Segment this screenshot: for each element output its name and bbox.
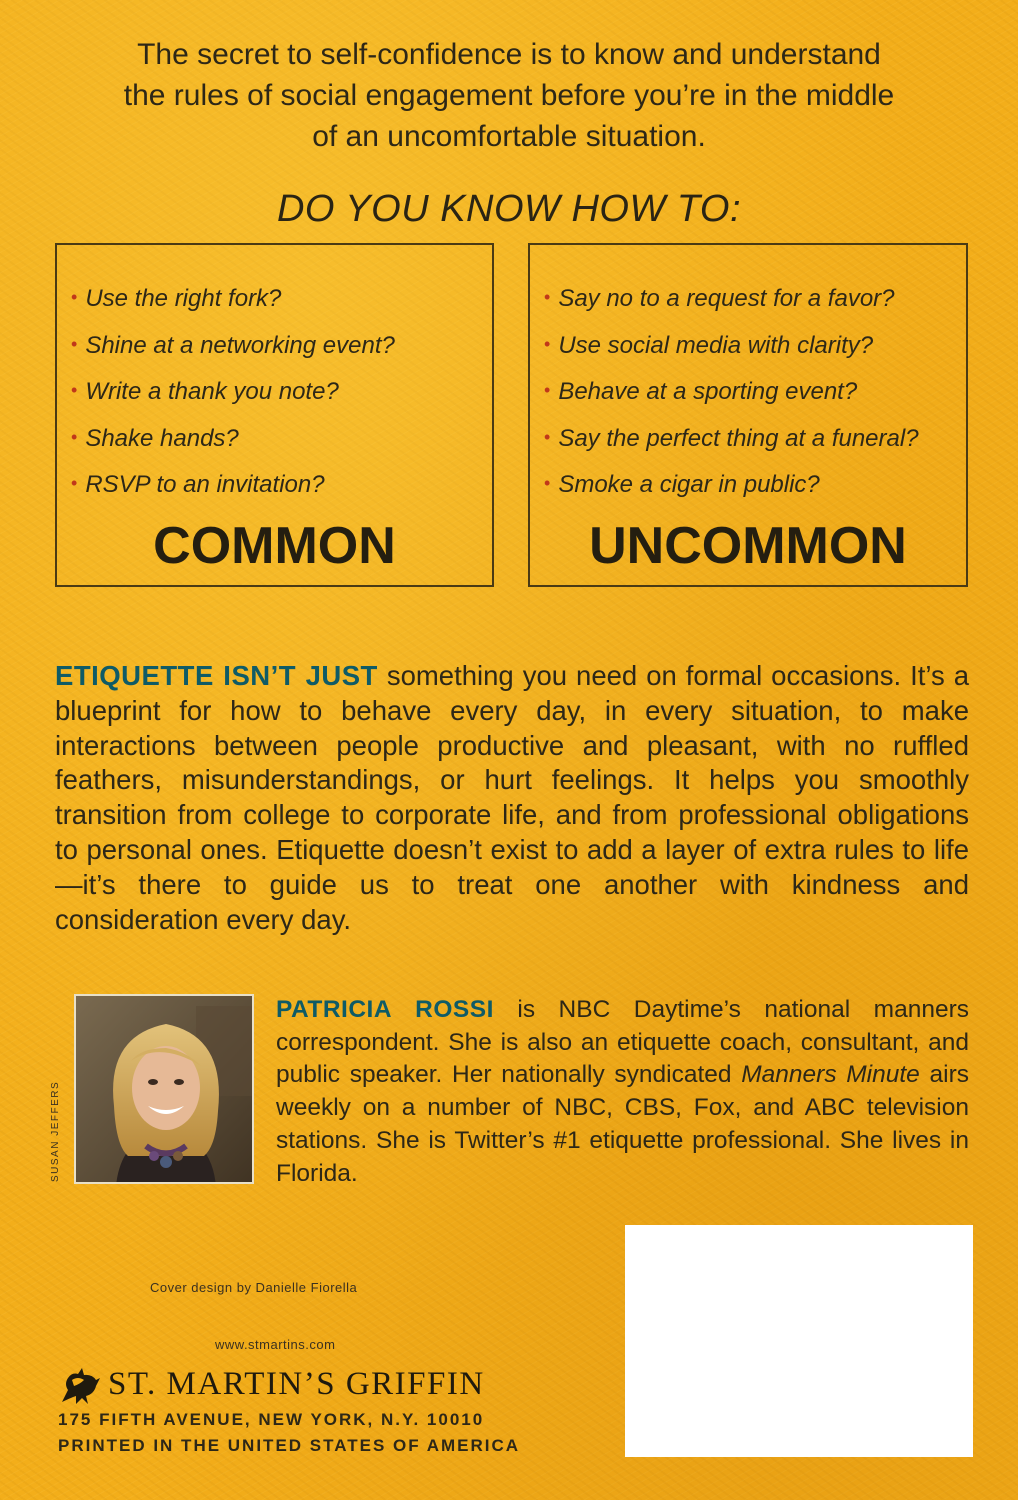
list-item: • RSVP to an invitation? (71, 471, 325, 498)
uncommon-label: UNCOMMON (589, 517, 907, 575)
etiquette-body: something you need on formal occasions. It’s a blueprint for how to behave every day, in every situation, to make interactions between people productive and pleasant, with no ruffled feathers, misunderstandings, or hurt feelings. It helps you smoothly transition from college to corporate life, and from professional obligations to personal ones. Etiquette doesn’t exist to add a layer of extra rules to life—it’s there to guide us to treat one another with kindness and consideration every day. (55, 660, 969, 935)
author-portrait-image (76, 996, 254, 1184)
list-item: • Use social media with clarity? (544, 331, 874, 359)
common-list (71, 275, 484, 508)
uncommon-list (544, 275, 958, 508)
tagline-line-3: of an uncomfortable situation. (312, 120, 706, 153)
common-label: COMMON (153, 517, 396, 575)
list-item: • Shake hands? (71, 424, 239, 452)
show-title: Manners Minute (741, 1061, 920, 1089)
barcode-area (625, 1225, 973, 1457)
author-photo (74, 994, 254, 1184)
list-item: • Use the right fork? (71, 285, 282, 312)
author-name: PATRICIA ROSSI (276, 996, 494, 1023)
bio-text-1: is NBC Daytime’s national manners correspondent. She is also an etiquette coach, consultant, and public speaker. Her nationally syndicated (276, 996, 970, 1089)
printed-in: PRINTED IN THE UNITED STATES OF AMERICA (58, 1436, 521, 1455)
tagline (40, 34, 978, 157)
bullet-icon: • (71, 287, 78, 307)
list-item: • Behave at a sporting event? (544, 378, 858, 405)
bullet-icon: • (544, 380, 551, 400)
tagline-line-1: The secret to self-confidence is to know and understand (137, 38, 881, 71)
publisher-name: ST. MARTIN’S GRIFFIN (108, 1366, 485, 1402)
griffin-icon (58, 1366, 102, 1406)
bullet-icon: • (71, 426, 78, 447)
bullet-icon: • (71, 333, 78, 354)
list-item: • Say the perfect thing at a funeral? (544, 424, 919, 452)
publisher-url[interactable]: www.stmartins.com (215, 1337, 336, 1352)
list-item: • Say no to a request for a favor? (544, 285, 895, 312)
list-item: • Smoke a cigar in public? (544, 471, 820, 498)
bullet-icon: • (71, 380, 78, 400)
bullet-icon: • (544, 426, 551, 447)
bullet-icon: • (544, 333, 551, 354)
list-item: • Write a thank you note? (71, 378, 339, 405)
cover-design-credit: Cover design by Danielle Fiorella (150, 1280, 358, 1295)
etiquette-lead: ETIQUETTE ISN’T JUST (55, 660, 378, 691)
list-item: • Shine at a networking event? (71, 331, 395, 359)
bio-text-2: airs weekly on a number of NBC, CBS, Fox, and ABC television stations. She is Twitter’s #1 etiquette professional. She lives in Florida. (276, 1061, 969, 1187)
author-bio (276, 994, 969, 1190)
question-heading: DO YOU KNOW HOW TO: (276, 188, 742, 230)
bullet-icon: • (544, 473, 551, 493)
tagline-line-2: the rules of social engagement before you’re in the middle (123, 79, 895, 112)
bullet-icon: • (544, 287, 551, 307)
etiquette-paragraph (55, 659, 969, 937)
bullet-icon: • (71, 473, 78, 493)
publisher-address: 175 FIFTH AVENUE, NEW YORK, N.Y. 10010 (58, 1410, 485, 1429)
